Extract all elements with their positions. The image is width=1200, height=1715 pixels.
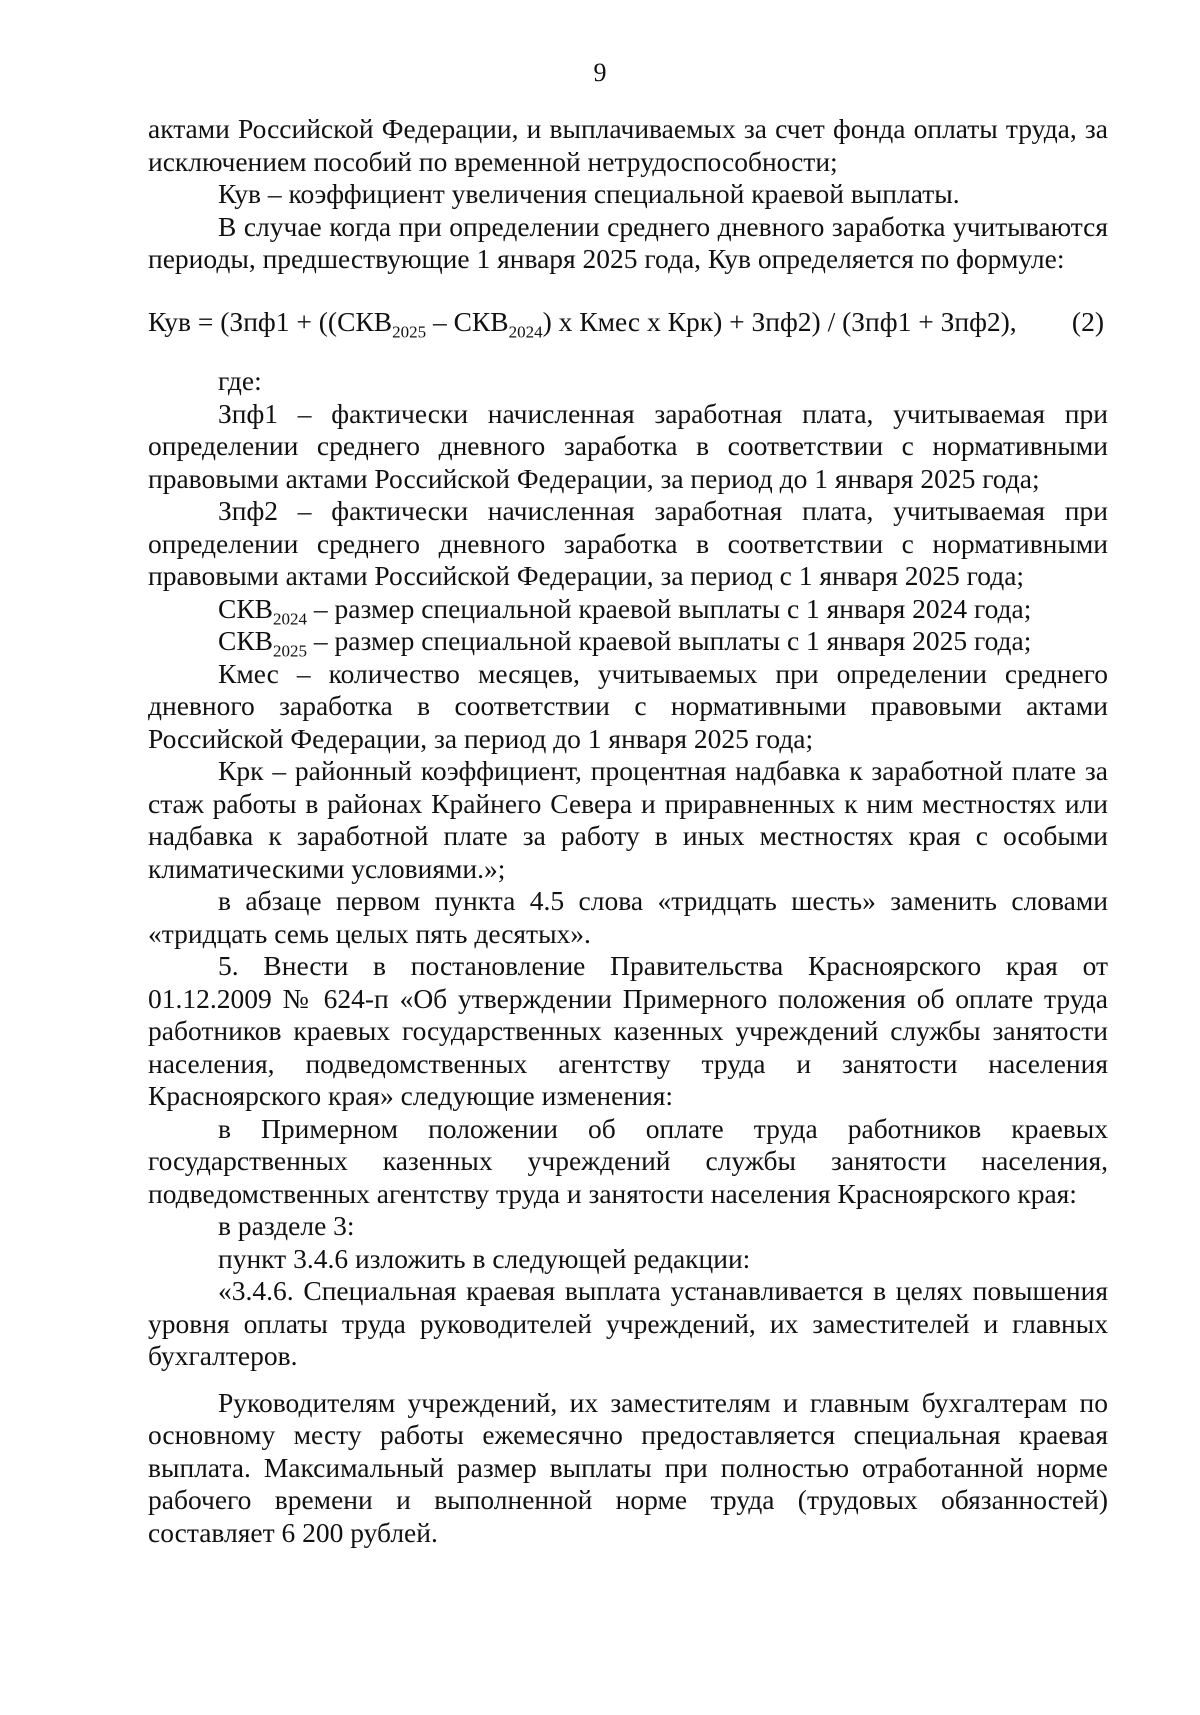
paragraph-skv2024 [148,593,1108,626]
skv2025-text: – размер специальной краевой выплаты с 1 января 2025 года; [307,625,1032,656]
formula-part-1: Кув = (Зпф1 + ((СКВ [148,305,393,337]
paragraph-item-3-4-6: «3.4.6. Специальная краевая выплата устанавливается в целях повышения уровня оплаты труда руководителей учреждений, их заместителей и главных бухгалтеров. [148,1275,1108,1371]
paragraph-krk: Крк – районный коэффициент, процентная надбавка к заработной плате за стаж работы в районах Крайнего Севера и приравненных к ним местностях или надбавка к заработной плате за работу в иных местностях края с особыми климатическими условиями.»; [148,755,1108,884]
paragraph-managers-payment: Руководителям учреждений, их заместителям и главным бухгалтерам по основному месту работы ежемесячно предоставляется специальная краевая выплата. Максимальный размер выплаты при полностью отработанной норме рабочего времени и выполненной норме труда (трудовых обязанностей) составляет 6 200 рублей. [148,1386,1108,1548]
page-number: 9 [593,58,607,87]
paragraph-item-3-4-6-intro: пункт 3.4.6 изложить в следующей редакции: [218,1242,751,1274]
paragraph-kuv-definition: Кув – коэффициент увеличения специальной краевой выплаты. [218,178,960,209]
paragraph-zpf2: Зпф2 – фактически начисленная заработная плата, учитываемая при определении среднего дневного заработка в соответствии с нормативными правовыми актами Российской Федерации, за период с 1 января 2025 года; [148,495,1108,591]
document-body [148,113,1108,1549]
skv2024-subscript: 2024 [273,609,308,628]
formula-part-3: ) х Кмес х Крк) + Зпф2) / (Зпф1 + Зпф2), [542,305,1017,337]
formula-expression [148,306,1017,339]
paragraph-continuation: актами Российской Федерации, и выплачиваемых за счет фонда оплаты труда, за исключением пособий по временной нетрудоспособности; [148,113,1108,177]
paragraph-section-3: в разделе 3: [218,1210,355,1241]
formula-subscript-2024: 2024 [508,322,543,341]
skv2024-text: – размер специальной краевой выплаты с 1 января 2024 года; [307,592,1032,624]
paragraph-item-5: 5. Внести в постановление Правительства Красноярского края от 01.12.2009 № 624-п «Об утверждении Примерного положения об оплате труда работников краевых государственных казенных учреждений службы занятости населения, подведомственных агентству труда и занятости населения Красноярского края» следующие изменения: [148,950,1108,1111]
formula-2 [148,306,1108,339]
paragraph-where: где: [218,365,262,396]
formula-number: (2) [1071,305,1104,337]
skv2025-subscript: 2025 [273,641,308,661]
paragraph-formula-intro: В случае когда при определении среднего дневного заработка учитываются периоды, предшествующие 1 января 2025 года, Кув определяется по формуле: [148,210,1108,274]
skv2024-term: СКВ [218,592,274,624]
paragraph-item-4-5: в абзаце первом пункта 4.5 слова «тридцать шесть» заменить словами «тридцать семь целых пять десятых». [148,885,1108,949]
paragraph-skv2025 [148,625,1108,661]
paragraph-zpf1: Зпф1 – фактически начисленная заработная плата, учитываемая при определении среднего дневного заработка в соответствии с нормативными правовыми актами Российской Федерации, за период до 1 января 2025 года; [148,397,1108,494]
paragraph-gap [148,1373,1108,1387]
formula-subscript-2025: 2025 [392,322,427,341]
paragraph-kmes: Кмес – количество месяцев, учитываемых при определении среднего дневного заработка в соответствии с нормативными правовыми актами Российской Федерации, за период до 1 января 2025 года; [148,657,1108,754]
formula-part-2: – СКВ [426,305,509,337]
skv2025-term: СКВ [218,625,274,656]
paragraph-regulation: в Примерном положении об оплате труда работников краевых государственных казенных учреждений службы занятости населения, подведомственных агентству труда и занятости населения Красноярского края: [148,1112,1108,1209]
